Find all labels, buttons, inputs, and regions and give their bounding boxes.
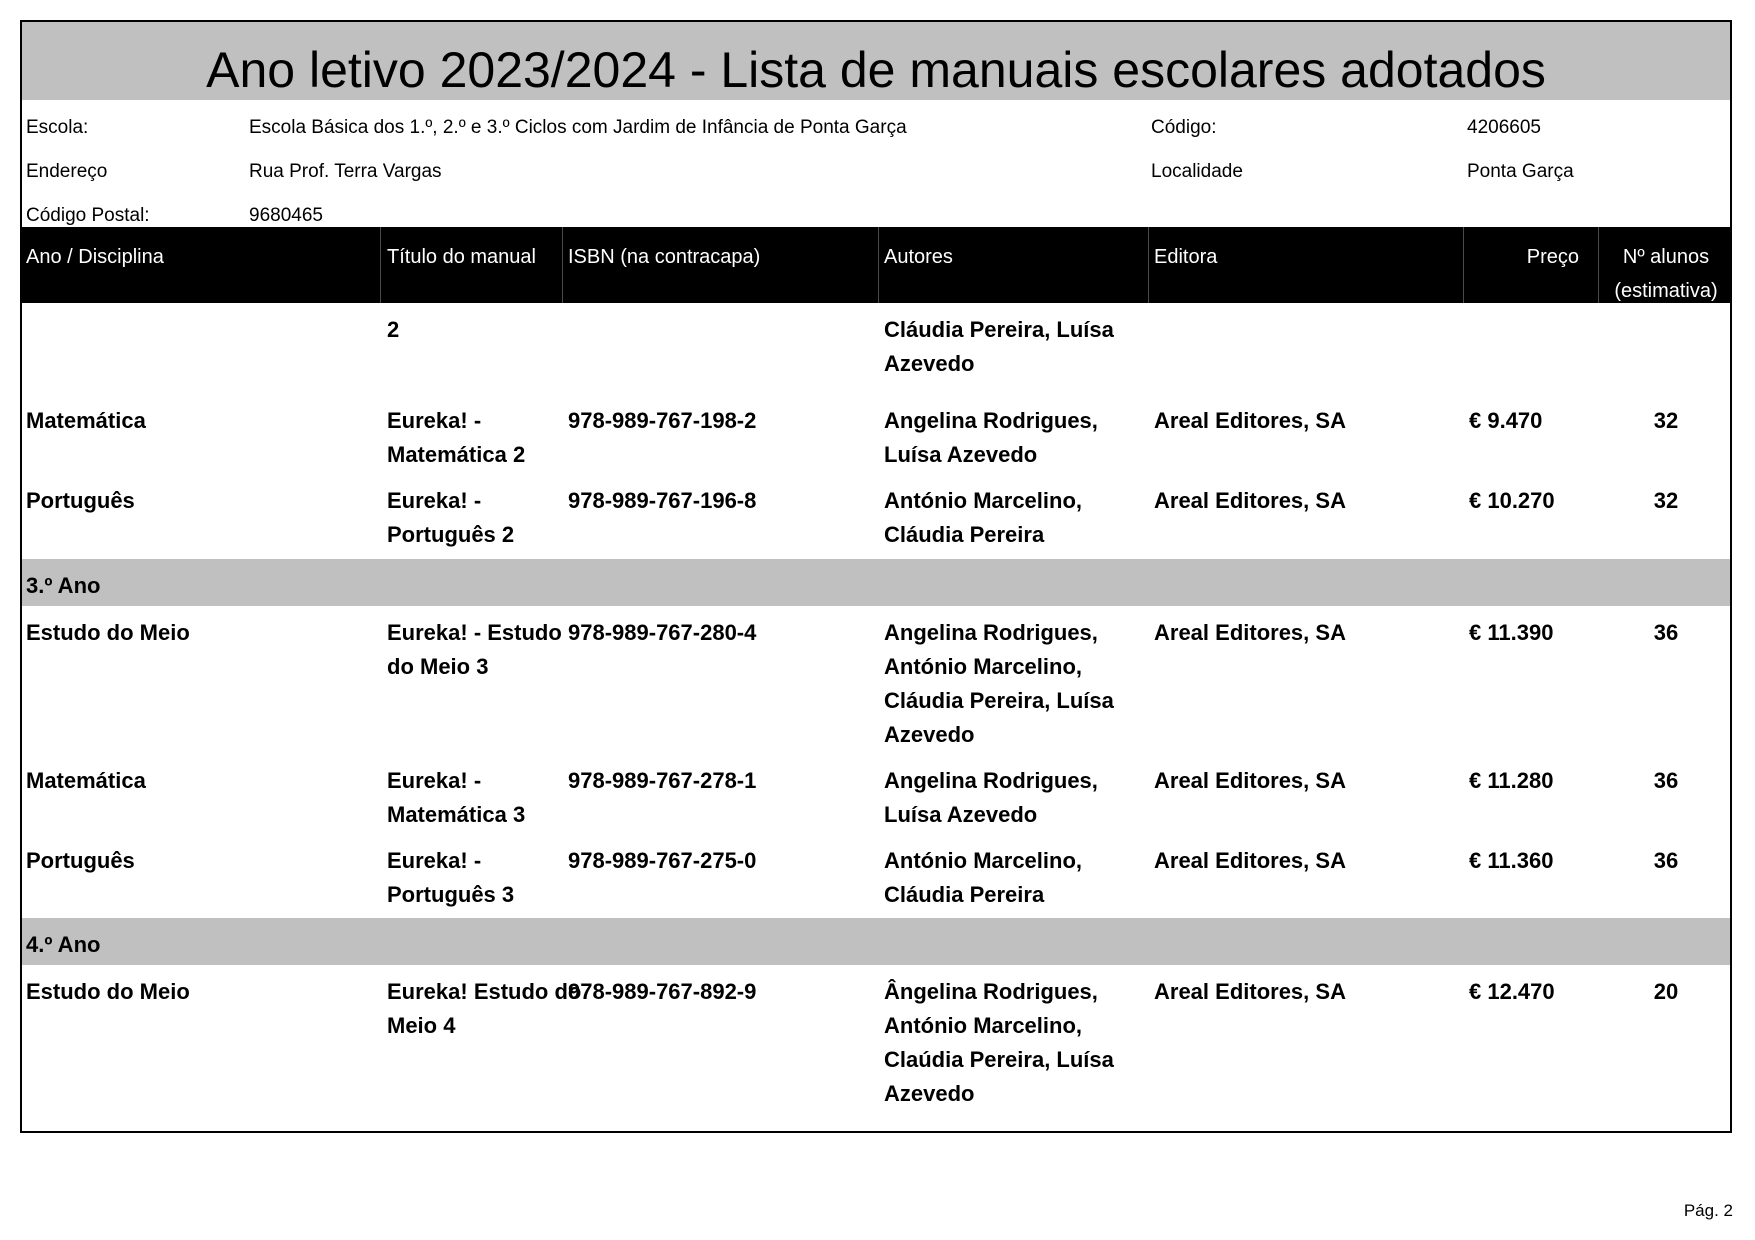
header-students (1604, 240, 1728, 308)
section-row-4-ano (22, 918, 1730, 965)
localidade-value: Ponta Garça (1467, 161, 1574, 182)
codigo-label: Código: (1151, 117, 1217, 138)
document-sheet (20, 20, 1732, 1133)
cell-isbn: 978-989-767-892-9 (568, 979, 757, 1004)
codigo-postal-label: Código Postal: (26, 205, 150, 226)
cell-subject: Matemática (26, 408, 146, 433)
cell-subject: Estudo do Meio (26, 620, 190, 645)
table-row (22, 394, 1730, 474)
cell-subject: Estudo do Meio (26, 979, 190, 1004)
header-divider (1598, 227, 1599, 303)
cell-title: Eureka! - Português 3 (387, 848, 515, 907)
cell-price: € 11.360 (1469, 848, 1554, 873)
cell-publisher: Areal Editores, SA (1154, 620, 1346, 645)
localidade-label: Localidade (1151, 161, 1243, 182)
cell-publisher: Areal Editores, SA (1154, 979, 1346, 1004)
cell-authors: António Marcelino, Cláudia Pereira (884, 848, 1082, 907)
table-row (22, 965, 1730, 1115)
cell-isbn: 978-989-767-196-8 (568, 488, 757, 513)
cell-subject: Português (26, 488, 135, 513)
cell-authors: Angelina Rodrigues, Luísa Azevedo (884, 408, 1098, 467)
cell-publisher: Areal Editores, SA (1154, 848, 1346, 873)
cell-price: € 11.280 (1469, 768, 1554, 793)
header-divider (380, 227, 381, 303)
cell-students: 36 (1653, 848, 1679, 873)
cell-students: 20 (1653, 979, 1679, 1004)
header-divider (562, 227, 563, 303)
cell-publisher: Areal Editores, SA (1154, 768, 1346, 793)
table-row (22, 754, 1730, 834)
cell-authors: Angelina Rodrigues, Luísa Azevedo (884, 768, 1098, 827)
header-isbn: ISBN (na contracapa) (568, 246, 761, 268)
cell-authors: António Marcelino, Cláudia Pereira (884, 488, 1082, 547)
header-authors: Autores (884, 246, 953, 268)
codigo-value: 4206605 (1467, 117, 1541, 138)
cell-publisher: Areal Editores, SA (1154, 408, 1346, 433)
document-title: Ano letivo 2023/2024 - Lista de manuais escolares adotados (206, 42, 1546, 98)
header-divider (1148, 227, 1149, 303)
endereco-value: Rua Prof. Terra Vargas (249, 161, 442, 182)
cell-subject: Matemática (26, 768, 146, 793)
cell-authors: Cláudia Pereira, Luísa Azevedo (884, 317, 1114, 376)
info-row-endereco (22, 148, 1730, 192)
section-label: 4.º Ano (26, 932, 101, 957)
codigo-postal-value: 9680465 (249, 205, 323, 226)
cell-isbn: 978-989-767-278-1 (568, 768, 757, 793)
cell-students: 36 (1653, 620, 1679, 645)
cell-isbn: 978-989-767-280-4 (568, 620, 757, 645)
cell-students: 36 (1653, 768, 1679, 793)
cell-students: 32 (1653, 408, 1679, 433)
cell-price: € 10.270 (1469, 488, 1555, 513)
escola-label: Escola: (26, 117, 89, 138)
header-subject: Ano / Disciplina (26, 246, 164, 268)
cell-price: € 12.470 (1469, 979, 1555, 1004)
cell-price: € 9.470 (1469, 408, 1543, 433)
table-body (22, 303, 1730, 1115)
header-divider (878, 227, 879, 303)
cell-title: Eureka! - Estudo do Meio 3 (387, 620, 562, 679)
header-divider (1463, 227, 1464, 303)
table-header (22, 227, 1730, 303)
section-row-3-ano (22, 559, 1730, 606)
cell-price: € 11.390 (1469, 620, 1554, 645)
cell-publisher: Areal Editores, SA (1154, 488, 1346, 513)
header-publisher: Editora (1154, 246, 1218, 268)
header-students-line1: Nº alunos (1622, 246, 1710, 268)
escola-value: Escola Básica dos 1.º, 2.º e 3.º Ciclos com Jardim de Infância de Ponta Garça (249, 117, 907, 138)
cell-authors: Angelina Rodrigues, António Marcelino, Cláudia Pereira, Luísa Azevedo (884, 620, 1114, 747)
header-price: Preço (1526, 246, 1579, 268)
header-title: Título do manual (387, 246, 536, 268)
page-number: Pág. 2 (1683, 1201, 1733, 1220)
endereco-label: Endereço (26, 161, 108, 182)
table-row (22, 474, 1730, 559)
table-row (22, 303, 1730, 394)
cell-title: 2 (387, 317, 400, 342)
cell-title: Eureka! - Matemática 2 (387, 408, 526, 467)
cell-subject: Português (26, 848, 135, 873)
cell-title: Eureka! - Matemática 3 (387, 768, 526, 827)
cell-authors: Ângelina Rodrigues, António Marcelino, Claúdia Pereira, Luísa Azevedo (884, 979, 1114, 1106)
cell-isbn: 978-989-767-198-2 (568, 408, 757, 433)
title-bar (22, 22, 1730, 100)
table-row (22, 834, 1730, 918)
section-label: 3.º Ano (26, 573, 101, 598)
cell-students: 32 (1653, 488, 1679, 513)
cell-isbn: 978-989-767-275-0 (568, 848, 757, 873)
header-students-line2: (estimativa) (1614, 280, 1718, 302)
cell-title: Eureka! - Português 2 (387, 488, 515, 547)
info-row-escola (22, 104, 1730, 148)
table-row (22, 606, 1730, 754)
cell-title: Eureka! Estudo do Meio 4 (387, 979, 582, 1038)
